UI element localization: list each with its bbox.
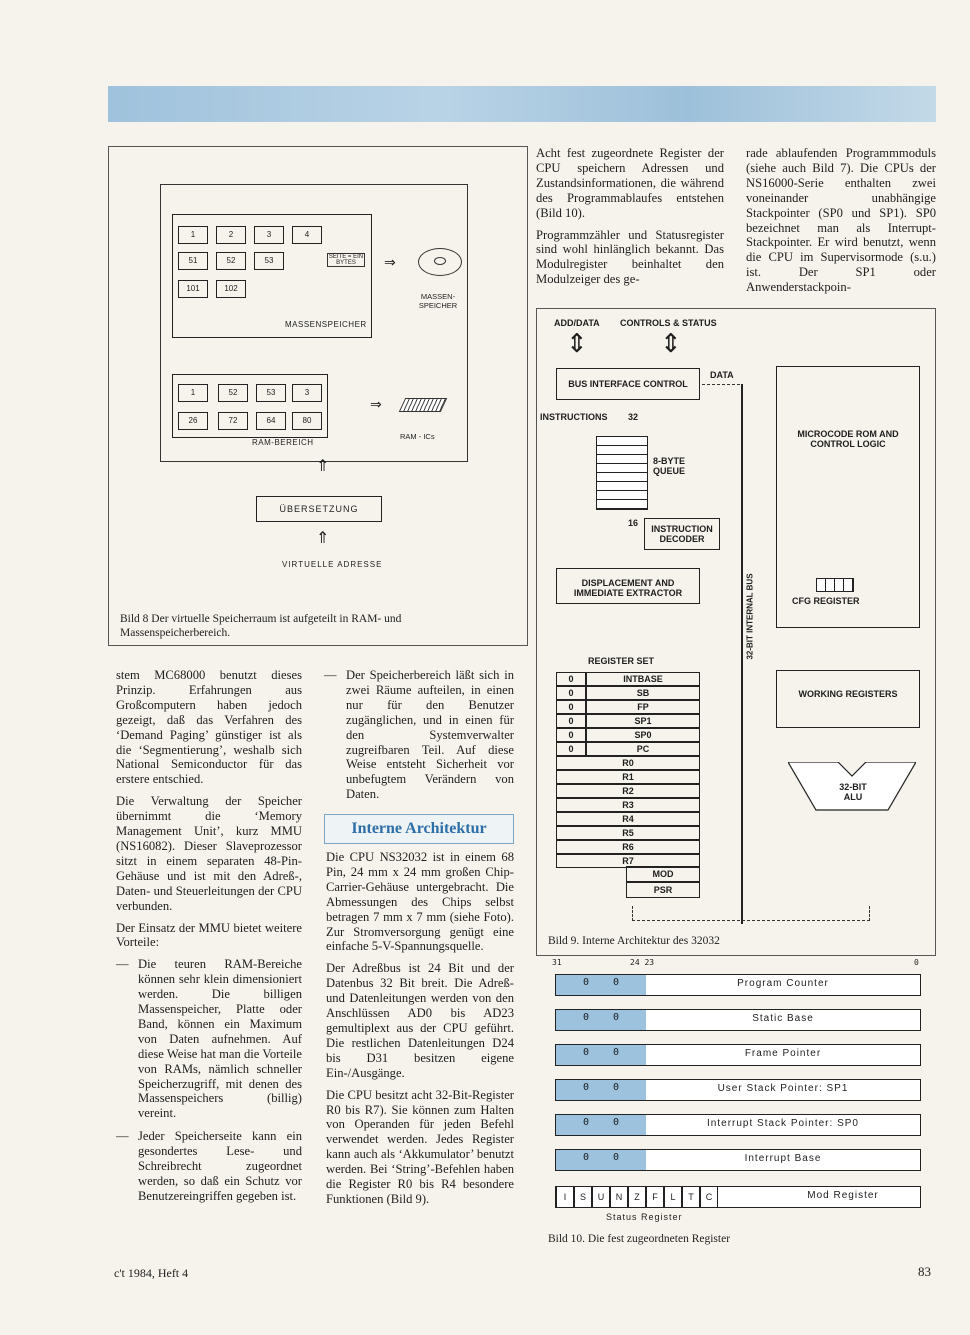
section-heading: Interne Architektur — [324, 814, 514, 844]
footer-left: c't 1984, Heft 4 — [114, 1266, 189, 1280]
col-left-p1: stem MC68000 benutzt dieses Prinzip. Erfahrungen aus Großcomputern haben jedoch gezeigt, daß das Verfahren des ‘Demand Paging’ günstiger ist als die ‘Segmentierung’, weshalb sich National Semiconductor für das erstere entschied. — [116, 668, 302, 787]
disk-hub — [434, 257, 446, 265]
fig10-register-name: Program Counter — [737, 978, 829, 989]
fig9-add-data-label: ADD/DATA — [554, 318, 600, 328]
fig9-cfg-box — [816, 578, 854, 592]
fig8-ram-bereich-label: RAM-BEREICH — [252, 438, 314, 447]
column-mid — [326, 850, 514, 1214]
fig9-decoder: INSTRUCTION DECODER — [644, 518, 720, 550]
fig10-flag-l: L — [664, 1186, 682, 1208]
fig10-flag-u: U — [592, 1186, 610, 1208]
fig9-psr: PSR — [626, 882, 700, 898]
fig10-register-name: User Stack Pointer: SP1 — [717, 1083, 849, 1094]
fig10-bit-lo: 0 — [914, 958, 919, 967]
fig8-ram-cell: 64 — [256, 412, 286, 430]
fig8-virtuelle-label: VIRTUELLE ADRESSE — [282, 560, 383, 569]
fig9-reg-zero: 0 — [556, 728, 586, 742]
fig8-caption: Bild 8 Der virtuelle Speicherraum ist aufgeteilt in RAM- und Massenspeicherbereich. — [120, 613, 402, 639]
fig8-uebersetzung-label: ÜBERSETZUNG — [279, 504, 359, 514]
fig9-reg-fp: FP — [586, 700, 700, 714]
fig9-reg-r5: R5 — [556, 826, 700, 840]
col-left-p2: Die Verwaltung der Speicher übernimmt die ‘Memory Management Unit’, kurz MMU (NS16082). Dieser Slaveprozessor sitzt in einem separaten 48-Pin-Gehäuse und ist mit den Adreß-, Daten- und Steuerleitungen der CPU verbunden. — [116, 794, 302, 913]
fig10-register-row — [555, 1009, 921, 1031]
header-banner — [108, 86, 936, 122]
fig10-caption: Bild 10. Die fest zugeordneten Register — [548, 1233, 731, 1245]
fig10-register-row — [555, 1114, 921, 1136]
fig10-register-name: Static Base — [752, 1013, 814, 1024]
arrow-icon: ⇒ — [384, 254, 396, 270]
up-arrow-icon: ⇑ — [316, 530, 330, 547]
fig9-reg-zero: 0 — [556, 672, 586, 686]
fig9-width16: 16 — [628, 518, 639, 528]
updown-arrow-icon: ⇕ — [660, 328, 682, 358]
fig9-reg-sp1: SP1 — [586, 714, 700, 728]
fig10-register-row — [555, 974, 921, 996]
col-left-bullet-1: — Die teuren RAM-Bereiche können sehr klein dimensioniert werden. Die billigen Massenspeicher, Platte oder Band, können ein Maximum von Daten aufnehmen. Auf diese Weise hat man die Vorteile von RAMs, nämlich schneller Speicherzugriff, mit denen des Massenspeichers (billig) vereint. — [116, 957, 302, 1121]
fig9-reg-r7: R7 — [556, 854, 700, 868]
arrow-icon: ⇒ — [370, 396, 382, 412]
fig9-internal-bus-label: 32-BIT INTERNAL BUS — [745, 573, 755, 660]
column-mid-top — [324, 668, 514, 802]
fig8-massen-device-label: MASSEN-SPEICHER — [418, 292, 458, 310]
col-mid-p2: Der Adreßbus ist 24 Bit und der Datenbus 32 Bit breit. Die Adreß- und Datenleitungen werden von den Anschlüssen AD0 bis AD23 gemultiplext aus der CPU geführt. Die restlichen Datenleitungen D24 bis D31 besitzen eigene Ein-/Ausgänge. — [326, 961, 514, 1080]
fig9-queue — [596, 436, 648, 510]
fig9-controls-label: CONTROLS & STATUS — [620, 318, 717, 328]
fig8-massen-cell: 2 — [216, 226, 246, 244]
fig8-massenspeicher-label: MASSENSPEICHER — [285, 320, 367, 329]
fig10-register-name: Interrupt Stack Pointer: SP0 — [707, 1118, 859, 1129]
fig9-feedback-line — [632, 906, 870, 921]
fig10-bit-mid: 24 23 — [630, 958, 655, 967]
fig9-alu-label: 32-BIT ALU — [839, 782, 867, 802]
col-mid-p1: Die CPU NS32032 ist in einem 68 Pin, 24 mm x 24 mm großen Chip-Carrier-Gehäuse untergebracht. Die Abmessungen des Chips selbst betragen 7 mm x 7 mm (siehe Foto). Zur Stromversorgung genügt eine einfache 5-V-Spannungsquelle. — [326, 850, 514, 954]
fig8-ram-cell: 3 — [292, 384, 322, 402]
updown-arrow-icon: ⇕ — [566, 328, 588, 358]
fig9-queue-label: 8-BYTE QUEUE — [652, 456, 685, 476]
fig8-massen-cell: 102 — [216, 280, 246, 298]
fig8-massen-cell: 51 — [178, 252, 208, 270]
fig10-flag-f: F — [646, 1186, 664, 1208]
fig9-reg-r0: R0 — [556, 756, 700, 770]
fig8-massen-cell: 53 — [254, 252, 284, 270]
fig10-status-row — [555, 1186, 921, 1208]
col-right-p1: Acht fest zugeordnete Register der CPU speichern Adressen und Zustandsinformationen, die während des Programmablaufes entstehen (Bild 10). — [536, 146, 724, 220]
fig9-cfg-label: CFG REGISTER — [792, 596, 860, 606]
column-right-b — [746, 146, 936, 302]
fig10-status-reg: Status Register — [606, 1212, 683, 1222]
fig8-massen-cell: 1 — [178, 226, 208, 244]
fig9-instructions-label: INSTRUCTIONS — [540, 412, 608, 422]
fig8-massen-cell: 52 — [216, 252, 246, 270]
fig10-register-row — [555, 1044, 921, 1066]
fig10-reserved-bits: 0 0 — [582, 1047, 620, 1058]
fig9-internal-bus-line — [741, 384, 743, 924]
fig9-reg-zero: 0 — [556, 742, 586, 756]
fig9-bus-line — [702, 384, 740, 385]
fig10-register-name: Frame Pointer — [744, 1048, 822, 1059]
fig8-massen-cell: 101 — [178, 280, 208, 298]
col-mid-p3: Die CPU besitzt acht 32-Bit-Register R0 bis R7). Sie können zum Halten von Operanden für jeden Befehl verwendet werden. Jedes Register kann auch als ‘Akkumulator’ benutzt werden. Bei ‘String’-Befehlen haben die Register R0 bis R4 besondere Funktionen (Bild 9). — [326, 1087, 514, 1206]
fig9-reg-zero: 0 — [556, 714, 586, 728]
fig10-reserved-bits: 0 0 — [582, 1012, 620, 1023]
fig8-uebersetzung-box — [256, 496, 382, 522]
fig9-reg-intbase: INTBASE — [586, 672, 700, 686]
fig8-seite-label: SEITE = EIN BYTES — [328, 254, 364, 266]
chip-icon — [399, 398, 448, 412]
fig10-flag-i: I — [556, 1186, 574, 1208]
fig10-register-row — [555, 1079, 921, 1101]
col-left-bullet-2: — Jeder Speicherseite kann ein gesondertes Lese- und Schreibrecht zugeordnet werden, so daß ein Schutz vor Benutzereingriffen gegeben ist. — [116, 1129, 302, 1203]
fig9-displacement: DISPLACEMENT AND IMMEDIATE EXTRACTOR — [556, 568, 700, 604]
fig8-ram-cell: 53 — [256, 384, 286, 402]
fig10-reserved-bits: 0 0 — [582, 1152, 620, 1163]
page-number: 83 — [918, 1264, 931, 1279]
fig9-reg-sb: SB — [586, 686, 700, 700]
fig9-working: WORKING REGISTERS — [776, 670, 920, 728]
fig9-reg-r1: R1 — [556, 770, 700, 784]
fig9-reg-r3: R3 — [556, 798, 700, 812]
fig8-ram-cell: 72 — [218, 412, 248, 430]
fig9-bus-interface: BUS INTERFACE CONTROL — [556, 368, 700, 400]
fig10-mod-reg: Mod Register — [807, 1190, 879, 1201]
fig9-caption: Bild 9. Interne Architektur des 32032 — [548, 935, 720, 947]
fig9-microcode: MICROCODE ROM AND CONTROL LOGIC — [776, 366, 920, 628]
fig8-ram-cell: 52 — [218, 384, 248, 402]
column-left — [116, 668, 302, 1204]
col-right-p2: Programmzähler und Statusregister sind wohl hinlänglich bekannt. Das Modulregister beinhaltet den Modulzeiger des ge- — [536, 227, 724, 287]
col-mid-bullet-1: — Der Speicherbereich läßt sich in zwei Räume aufteilen, in einen nur für den Benutzer zugänglichen, und in einen für den Systemverwalter zugreifbaren Teil. Auf diese Weise entsteht Sicherheit vor unbefugtem Verändern von Daten. — [324, 668, 514, 802]
fig8-ram-cell: 1 — [178, 384, 208, 402]
fig9-reg-sp0: SP0 — [586, 728, 700, 742]
fig10-flag-t: T — [682, 1186, 700, 1208]
up-arrow-icon: ⇑ — [316, 458, 330, 475]
fig8-ram-cell: 26 — [178, 412, 208, 430]
fig8-massen-cell: 4 — [292, 226, 322, 244]
fig9-data-label: DATA — [710, 370, 734, 380]
fig10-register-row — [555, 1149, 921, 1171]
fig9-reg-r2: R2 — [556, 784, 700, 798]
fig9-mod: MOD — [626, 866, 700, 882]
fig10-flag-s: S — [574, 1186, 592, 1208]
col-left-p3: Der Einsatz der MMU bietet weitere Vorteile: — [116, 920, 302, 950]
fig10-flag-n: N — [610, 1186, 628, 1208]
col-right-p3: rade ablaufenden Programmmoduls (siehe auch Bild 7). Die CPUs der NS16000-Serie enthalten zwei voneinander unabhängige Stackpointer (SP0 und SP1). SP0 bezeichnet man als Interrupt-Stackpointer. Er wird benutzt, wenn die CPU im Supervisormode (s.u.) ist. Der SP1 oder Anwenderstackpoin- — [746, 146, 936, 295]
fig10-register-name: Interrupt Base — [744, 1153, 822, 1164]
fig9-reg-r4: R4 — [556, 812, 700, 826]
fig9-reg-r6: R6 — [556, 840, 700, 854]
fig8-massen-cell: 3 — [254, 226, 284, 244]
fig10-reserved-bits: 0 0 — [582, 1117, 620, 1128]
fig9-register-set-label: REGISTER SET — [588, 656, 655, 666]
fig10-bit-hi: 31 — [552, 958, 562, 967]
fig8-ram-chips-label: RAM - ICs — [400, 432, 435, 441]
fig9-reg-pc: PC — [586, 742, 700, 756]
fig9-reg-zero: 0 — [556, 686, 586, 700]
fig8-ram-cell: 80 — [292, 412, 322, 430]
fig10-flag-c: C — [700, 1186, 718, 1208]
fig10-reserved-bits: 0 0 — [582, 977, 620, 988]
fig9-reg-zero: 0 — [556, 700, 586, 714]
fig9-instr-width: 32 — [628, 412, 639, 422]
fig10-flag-z: Z — [628, 1186, 646, 1208]
column-right-a — [536, 146, 724, 294]
fig10-reserved-bits: 0 0 — [582, 1082, 620, 1093]
